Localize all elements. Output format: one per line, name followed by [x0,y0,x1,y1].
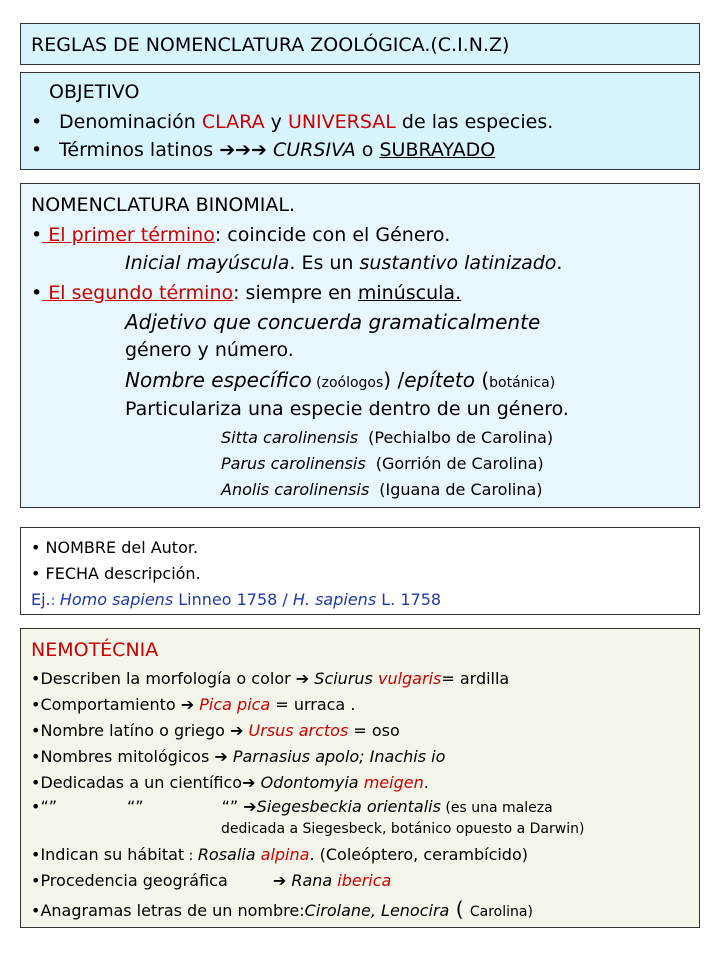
binomial-adjetivo-2: género y número. [125,339,294,361]
example-2: Parus carolinensis (Gorrión de Carolina) [221,454,544,473]
nemotecnia-item: •Dedicadas a un científico➔ Odontomyia meigen. [31,773,429,792]
arrow-right-icon: ➔ [295,669,310,688]
example-1: Sitta carolinensis (Pechialbo de Carolina) [221,428,554,447]
binomial-inicial: Inicial mayúscula. Es un sustantivo latinizado. [125,252,563,274]
bullet: • [31,773,41,792]
autor-box [20,527,700,615]
nemotecnia-item: •Indican su hábitat : Rosalia alpina. (Coleóptero, cerambícido) [31,845,528,864]
nemotecnia-item: •Anagramas letras de un nombre:Cirolane, Lenocira ( Carolina) [31,897,533,921]
bullet: • [31,871,41,890]
nemotecnia-box [20,628,700,928]
binomial-nombre: Nombre específico (zoólogos) /epíteto (botánica) [125,368,556,392]
bullet: • [31,282,43,304]
autor-example: Ej.: Homo sapiens Linneo 1758 / H. sapiens L. 1758 [31,590,442,609]
nemotecnia-item: •Describen la morfología o color ➔ Sciurus vulgaris= ardilla [31,669,510,688]
binomial-second: • El segundo término: siempre en minúscula. [31,282,462,304]
bullet: • [31,224,43,246]
arrow-right-icon: ➔ [243,797,257,816]
objetivo-heading: OBJETIVO [49,81,140,103]
arrow-right-icon: ➔ [242,773,256,792]
page-title: REGLAS DE NOMENCLATURA ZOOLÓGICA.(C.I.N.Z) [31,34,510,56]
bullet: • [31,797,41,816]
arrow-right-icon: ➔➔➔ [219,139,267,161]
binomial-box [20,183,700,508]
bullet: • [31,695,41,714]
nemotecnia-heading: NEMOTÉCNIA [31,639,159,661]
nemotecnia-item-cont: dedicada a Siegesbeck, botánico opuesto a Darwin) [221,821,585,837]
nemotecnia-item: •“” “” “” ➔Siegesbeckia orientalis (es una maleza [31,797,553,816]
binomial-adjetivo-1: Adjetivo que concuerda gramaticalmente [125,310,541,334]
arrow-right-icon: ➔ [180,695,195,714]
bullet: • [31,901,41,920]
binomial-heading: NOMENCLATURA BINOMIAL. [31,194,295,216]
bullet: • [31,538,41,557]
example-3: Anolis carolinensis (Iguana de Carolina) [221,480,543,499]
autor-line-1: • NOMBRE del Autor. [31,538,199,557]
binomial-particulariza: Particulariza una especie dentro de un género. [125,398,569,420]
bullet: • [31,564,41,583]
nemotecnia-item: •Nombres mitológicos ➔ Parnasius apolo; Inachis io [31,747,446,766]
bullet: • [31,111,43,133]
bullet: • [31,721,41,740]
objetivo-box [20,72,700,170]
nemotecnia-item: •Comportamiento ➔ Pica pica = urraca . [31,695,356,714]
bullet: • [31,747,41,766]
arrow-right-icon: ➔ [214,747,228,766]
bullet: • [31,845,41,864]
arrow-right-icon: ➔ [272,871,287,890]
bullet: • [31,669,41,688]
objetivo-line-2: • Términos latinos ➔➔➔ CURSIVA o SUBRAYADO [31,139,496,161]
nemotecnia-item: •Procedencia geográfica ➔ Rana iberica [31,871,392,890]
title-box [20,23,700,65]
objetivo-line-1: • Denominación CLARA y UNIVERSAL de las especies. [31,111,554,133]
autor-line-2: • FECHA descripción. [31,564,201,583]
arrow-right-icon: ➔ [230,721,244,740]
binomial-first: • El primer término: coincide con el Género. [31,224,451,246]
bullet: • [31,139,43,161]
nemotecnia-item: •Nombre latíno o griego ➔ Ursus arctos = oso [31,721,400,740]
